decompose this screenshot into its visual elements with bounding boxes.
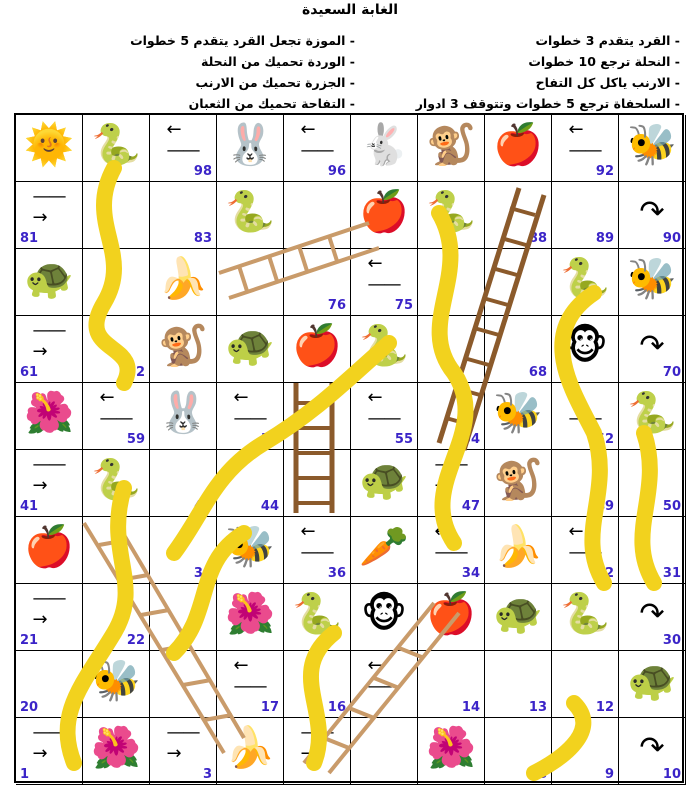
- cell-number: 57: [260, 432, 279, 447]
- sun-icon: 🌞: [24, 122, 74, 169]
- board-cell: [284, 651, 351, 718]
- board-cell: [150, 316, 217, 383]
- board-cell: [351, 383, 418, 450]
- cell-number: 21: [20, 633, 39, 648]
- board-cell: [217, 450, 284, 517]
- cell-number: 22: [126, 633, 145, 648]
- apple-icon: 🍎: [292, 323, 342, 370]
- cell-number: 12: [595, 700, 614, 715]
- rule-banana: - الموزة تجعل القرد يتقدم 5 خطوات: [130, 33, 355, 48]
- board-cell: [284, 249, 351, 316]
- cell-number: 38: [193, 566, 212, 581]
- arrow-right-icon: ——→: [32, 186, 65, 228]
- rabbit-icon: 🐇: [359, 122, 409, 169]
- board-cell: [552, 383, 619, 450]
- board-cell: [217, 517, 284, 584]
- board-cell: [150, 182, 217, 249]
- cell-number: 76: [327, 298, 346, 313]
- monkey-icon: 🐵: [360, 591, 408, 638]
- board-cell: [418, 182, 485, 249]
- rule-apple: - التفاحة تحميك من الثعبان: [188, 96, 355, 111]
- board-cell: [284, 450, 351, 517]
- snake-icon: 🐍: [560, 256, 610, 303]
- board-cell: [351, 316, 418, 383]
- arrow-left-icon: ←——: [166, 119, 199, 161]
- board-cell: [217, 383, 284, 450]
- board-cell: [485, 383, 552, 450]
- cell-number: 31: [662, 566, 681, 581]
- board-cell: [552, 651, 619, 718]
- board-cell: [619, 584, 686, 651]
- snake-icon: 🐍: [225, 189, 275, 236]
- board-cell: [619, 182, 686, 249]
- rule-bee: - النحلة ترجع 10 خطوات: [528, 54, 680, 69]
- board-cell: [217, 249, 284, 316]
- flower-icon: 🌺: [24, 390, 74, 437]
- board-cell: [351, 718, 418, 785]
- board-cell: [485, 450, 552, 517]
- board-cell: [619, 718, 686, 785]
- board-cell: [418, 651, 485, 718]
- cell-number: 62: [126, 365, 145, 380]
- board-cell: [83, 651, 150, 718]
- cell-number: 32: [595, 566, 614, 581]
- cell-number: 43: [193, 499, 212, 514]
- rules-list-left: [35, 30, 355, 114]
- board-cell: [217, 316, 284, 383]
- apple-icon: 🍎: [359, 189, 409, 236]
- cell-number: 90: [662, 231, 681, 246]
- arrow-left-icon: ←——: [233, 655, 266, 697]
- bee-icon: 🐝: [91, 658, 141, 705]
- board-cell: [619, 450, 686, 517]
- board-cell: [217, 718, 284, 785]
- board-cell: [351, 450, 418, 517]
- board-cell: [351, 584, 418, 651]
- board-cell: [150, 517, 217, 584]
- board-cell: [552, 182, 619, 249]
- cell-number: 59: [126, 432, 145, 447]
- board-cell: [150, 249, 217, 316]
- arrow-right-icon: ——→: [434, 454, 467, 496]
- arrow-right-icon: ——→: [166, 722, 199, 764]
- cell-number: 88: [528, 231, 547, 246]
- cell-number: 98: [193, 164, 212, 179]
- board-cell: [418, 450, 485, 517]
- board-cell: [150, 651, 217, 718]
- board-cell: [16, 316, 83, 383]
- board-cell: [217, 584, 284, 651]
- turtle-icon: 🐢: [627, 658, 677, 705]
- board-cell: [284, 182, 351, 249]
- arrow-left-icon: ←——: [434, 521, 467, 563]
- board-cell: [552, 718, 619, 785]
- rules-list-right: [360, 30, 680, 114]
- board-cell: [418, 115, 485, 182]
- board-cell: [217, 115, 284, 182]
- board-cell: [485, 182, 552, 249]
- board-cell: [83, 517, 150, 584]
- snake-icon: 🐍: [627, 390, 677, 437]
- board-cell: [418, 517, 485, 584]
- board-cell: [16, 383, 83, 450]
- board-cell: [83, 316, 150, 383]
- turtle-icon: 🐢: [359, 457, 409, 504]
- curved-arrow-icon: ↷: [639, 730, 665, 766]
- board-cell: [83, 450, 150, 517]
- board-cell: [83, 115, 150, 182]
- rule-flower: - الوردة تحميك من النحلة: [201, 54, 355, 69]
- board-cell: [485, 651, 552, 718]
- board-cell: [552, 584, 619, 651]
- bee-icon: 🐝: [225, 524, 275, 571]
- board-cell: [284, 584, 351, 651]
- bee-icon: 🐝: [627, 256, 677, 303]
- board-cell: [150, 584, 217, 651]
- curved-arrow-icon: ↷: [639, 596, 665, 632]
- board-cell: [284, 115, 351, 182]
- arrow-left-icon: ←——: [568, 387, 601, 429]
- cell-number: 1: [20, 767, 30, 782]
- curved-arrow-icon: ↷: [639, 194, 665, 230]
- board-cell: [485, 517, 552, 584]
- arrow-right-icon: ——→: [32, 320, 65, 362]
- cell-number: 3: [202, 767, 212, 782]
- rule-turtle: - السلحفاة ترجع 5 خطوات وتتوقف 3 ادوار: [415, 96, 680, 111]
- board-cell: [16, 584, 83, 651]
- cell-number: 47: [461, 499, 480, 514]
- arrow-right-icon: ——→: [32, 588, 65, 630]
- cell-number: 75: [394, 298, 413, 313]
- turtle-icon: 🐢: [493, 591, 543, 638]
- rabbit-icon: 🐰: [158, 390, 208, 437]
- carrot-icon: 🥕: [359, 524, 409, 571]
- game-title: الغابة السعيدة: [301, 2, 399, 18]
- apple-icon: 🍎: [493, 122, 543, 169]
- cell-number: 41: [20, 499, 39, 514]
- turtle-icon: 🐢: [24, 256, 74, 303]
- board-cell: [619, 316, 686, 383]
- arrow-left-icon: ←——: [568, 119, 601, 161]
- arrow-right-icon: ——→: [300, 722, 333, 764]
- rule-carrot: - الجزرة تحميك من الارنب: [195, 75, 355, 90]
- cell-number: 10: [662, 767, 681, 782]
- cell-number: 70: [662, 365, 681, 380]
- board-cell: [351, 651, 418, 718]
- arrow-left-icon: ←——: [367, 387, 400, 429]
- flower-icon: 🌺: [426, 725, 476, 772]
- banana-icon: 🍌: [158, 256, 208, 303]
- cell-number: 13: [528, 700, 547, 715]
- board-cell: [485, 316, 552, 383]
- snake-icon: 🐍: [91, 457, 141, 504]
- arrow-left-icon: ←——: [300, 119, 333, 161]
- bee-icon: 🐝: [493, 390, 543, 437]
- board-cell: [284, 383, 351, 450]
- board-cell: [619, 651, 686, 718]
- monkey-icon: 🐒: [158, 323, 208, 370]
- snake-icon: 🐍: [426, 189, 476, 236]
- board-cell: [552, 450, 619, 517]
- board-cell: [351, 517, 418, 584]
- cell-number: 68: [528, 365, 547, 380]
- banana-icon: 🍌: [493, 524, 543, 571]
- rabbit-icon: 🐰: [225, 122, 275, 169]
- board-cell: [16, 249, 83, 316]
- cell-number: 54: [461, 432, 480, 447]
- cell-number: 8: [537, 767, 547, 782]
- board-cell: [16, 450, 83, 517]
- board-cell: [284, 517, 351, 584]
- cell-number: 92: [595, 164, 614, 179]
- cell-number: 61: [20, 365, 39, 380]
- arrow-left-icon: ←——: [568, 521, 601, 563]
- cell-number: 30: [662, 633, 681, 648]
- board-cell: [485, 718, 552, 785]
- cell-number: 36: [327, 566, 346, 581]
- snake-icon: 🐍: [359, 323, 409, 370]
- arrow-right-icon: ——→: [32, 722, 65, 764]
- snake-icon: 🐍: [91, 122, 141, 169]
- board-cell: [619, 249, 686, 316]
- cell-number: 49: [595, 499, 614, 514]
- cell-number: 50: [662, 499, 681, 514]
- board-cell: [351, 182, 418, 249]
- board-cell: [418, 718, 485, 785]
- board-cell: [83, 718, 150, 785]
- monkey-icon: 🐒: [493, 457, 543, 504]
- bee-icon: 🐝: [627, 122, 677, 169]
- arrow-left-icon: ←——: [99, 387, 132, 429]
- cell-number: 20: [20, 700, 39, 715]
- curved-arrow-icon: ↷: [639, 328, 665, 364]
- board-cell: [619, 517, 686, 584]
- board-cell: [552, 249, 619, 316]
- board-cell: [16, 718, 83, 785]
- board-cell: [150, 718, 217, 785]
- rule-monkey: - القرد يتقدم 3 خطوات: [535, 33, 680, 48]
- board-cell: [619, 115, 686, 182]
- arrow-right-icon: ——→: [32, 454, 65, 496]
- board-cell: [83, 249, 150, 316]
- board-cell: [485, 115, 552, 182]
- apple-icon: 🍎: [24, 524, 74, 571]
- board-cell: [552, 316, 619, 383]
- monkey-icon: 🐵: [561, 323, 609, 370]
- cell-number: 96: [327, 164, 346, 179]
- board-cell: [552, 115, 619, 182]
- cell-number: 44: [260, 499, 279, 514]
- board-cell: [485, 584, 552, 651]
- cell-number: 34: [461, 566, 480, 581]
- cell-number: 52: [595, 432, 614, 447]
- board-cell: [83, 383, 150, 450]
- flower-icon: 🌺: [91, 725, 141, 772]
- cell-number: 81: [20, 231, 39, 246]
- apple-icon: 🍎: [426, 591, 476, 638]
- board-cell: [418, 316, 485, 383]
- snake-icon: 🐍: [292, 591, 342, 638]
- game-board: [14, 113, 684, 783]
- board-cell: [150, 383, 217, 450]
- cell-number: 9: [604, 767, 614, 782]
- board-cell: [150, 450, 217, 517]
- board-cell: [16, 517, 83, 584]
- board-cell: [418, 584, 485, 651]
- board-cell: [619, 383, 686, 450]
- board-cell: [351, 115, 418, 182]
- turtle-icon: 🐢: [225, 323, 275, 370]
- flower-icon: 🌺: [225, 591, 275, 638]
- board-cell: [83, 584, 150, 651]
- board-cell: [552, 517, 619, 584]
- snake-icon: 🐍: [560, 591, 610, 638]
- cell-number: 83: [193, 231, 212, 246]
- cell-number: 16: [327, 700, 346, 715]
- cell-number: 14: [461, 700, 480, 715]
- board-cell: [16, 182, 83, 249]
- board-cell: [284, 316, 351, 383]
- board-cell: [150, 115, 217, 182]
- board-cell: [485, 249, 552, 316]
- arrow-left-icon: ←——: [367, 655, 400, 697]
- cell-number: 55: [394, 432, 413, 447]
- board-cell: [284, 718, 351, 785]
- board-cell: [351, 249, 418, 316]
- cell-number: 17: [260, 700, 279, 715]
- rule-rabbit: - الارنب ياكل كل التفاح: [535, 75, 680, 90]
- board-cell: [16, 115, 83, 182]
- board-cell: [217, 651, 284, 718]
- arrow-left-icon: ←——: [300, 521, 333, 563]
- board-cell: [83, 182, 150, 249]
- monkey-icon: 🐒: [426, 122, 476, 169]
- arrow-left-icon: ←——: [367, 253, 400, 295]
- cell-number: 89: [595, 231, 614, 246]
- board-cell: [16, 651, 83, 718]
- board-cell: [418, 383, 485, 450]
- banana-icon: 🍌: [225, 725, 275, 772]
- board-cell: [217, 182, 284, 249]
- board-cell: [418, 249, 485, 316]
- arrow-left-icon: ←——: [233, 387, 266, 429]
